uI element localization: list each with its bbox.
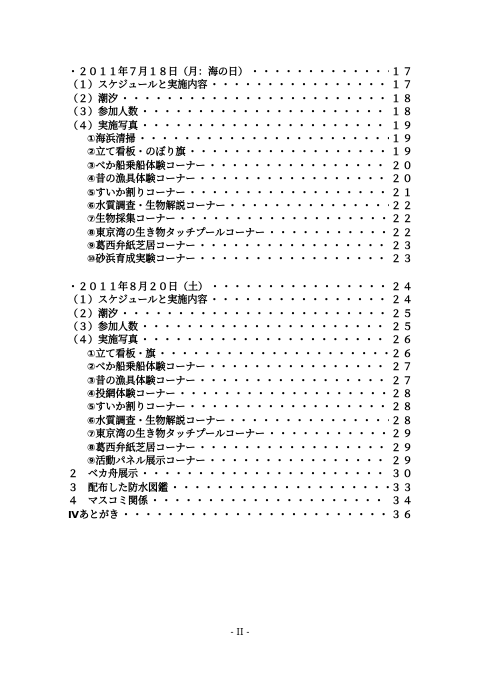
- toc-entry-label: （２）潮汐: [68, 93, 118, 105]
- toc-dot-leader: [157, 348, 389, 361]
- toc-dot-leader: [140, 334, 389, 347]
- toc-dot-leader: [250, 66, 389, 79]
- toc-entry[interactable]: [68, 442, 414, 455]
- toc-dot-leader: [150, 495, 389, 508]
- toc-entry-label: （４）実施写真: [68, 335, 138, 347]
- toc-entry[interactable]: [68, 146, 414, 159]
- toc-dot-leader: [120, 308, 389, 321]
- section-gap: [68, 267, 414, 281]
- toc-entry-page: ２６: [391, 348, 414, 360]
- toc-entry-label: ・２０１１年７月１８日（月：海の日）: [68, 67, 248, 78]
- toc-entry[interactable]: [68, 213, 414, 226]
- toc-entry[interactable]: [68, 120, 414, 133]
- toc-entry-label: ①立て看板・旗: [87, 348, 156, 360]
- toc-dot-leader: [140, 321, 389, 334]
- toc-dot-leader: [137, 133, 389, 146]
- toc-entry[interactable]: [68, 361, 414, 374]
- toc-entry[interactable]: [68, 428, 414, 441]
- toc-entry-label: ④投網体験コーナー: [87, 388, 176, 400]
- toc-entry-label: ３ 配布した防水図鑑: [68, 482, 168, 494]
- toc-entry-label: （４）実施写真: [68, 120, 138, 132]
- toc-entry-page: ２９: [391, 429, 414, 441]
- toc-entry-label: ・２０１１年８月２０日（土）: [68, 281, 208, 293]
- toc-entry[interactable]: [68, 321, 414, 334]
- toc-entry[interactable]: [68, 253, 414, 266]
- toc-entry-page: ２４: [391, 281, 414, 293]
- toc-entry-page: １７: [391, 80, 414, 92]
- toc-entry-page: ２７: [391, 362, 414, 374]
- toc-entry[interactable]: [68, 495, 414, 508]
- toc-entry-label: （１）スケジュールと実施内容: [68, 295, 208, 307]
- toc-dot-leader: [209, 294, 389, 307]
- toc-entry-page: ２０: [391, 160, 414, 172]
- toc-entry[interactable]: [68, 79, 414, 92]
- toc-entry-page: ３４: [391, 496, 414, 508]
- toc-entry[interactable]: [68, 415, 414, 428]
- toc-entry[interactable]: [68, 401, 414, 414]
- toc-entry-label: ⑧東京湾の生き物タッチプールコーナー: [87, 227, 265, 239]
- toc-dot-leader: [267, 428, 389, 441]
- toc-dot-leader: [197, 375, 389, 388]
- toc-entry-label: ⑥水質調査・生物解説コーナー: [87, 415, 226, 427]
- toc-entry-label: （３）参加人数: [68, 322, 138, 334]
- toc-entry-page: ３０: [391, 469, 414, 481]
- toc-dot-leader: [170, 482, 389, 495]
- toc-entry-label: ⑤すいか割りコーナー: [87, 187, 186, 199]
- toc-entry[interactable]: [68, 187, 414, 200]
- toc-dot-leader: [207, 455, 389, 468]
- toc-entry-page: ２９: [391, 455, 414, 467]
- toc-entry[interactable]: [68, 375, 414, 388]
- toc-dot-leader: [121, 509, 389, 522]
- toc-entry[interactable]: [68, 93, 414, 106]
- toc-entry-label: ⑩砂浜育成実験コーナー: [87, 254, 196, 266]
- toc-dot-leader: [267, 227, 389, 240]
- toc-entry[interactable]: [68, 133, 414, 146]
- toc-entry[interactable]: [68, 240, 414, 253]
- toc-dot-leader: [187, 146, 389, 159]
- toc-entry-label: ①海浜清掃: [87, 133, 136, 145]
- toc-dot-leader: [187, 401, 389, 414]
- toc-entry-label: （２）潮汐: [68, 308, 118, 320]
- toc-entry-page: ２６: [391, 335, 414, 347]
- toc-entry-label: ⑨活動パネル展示コーナー: [87, 455, 206, 467]
- toc-dot-leader: [207, 361, 389, 374]
- toc-entry[interactable]: [68, 334, 414, 347]
- toc-entry-label: ⑥水質調査・生物解説コーナー: [87, 200, 226, 212]
- toc-dot-leader: [197, 253, 389, 266]
- toc-entry-label: Ⅳあとがき: [68, 509, 119, 521]
- toc-dot-leader: [197, 240, 389, 253]
- page-number: - II -: [230, 628, 250, 638]
- toc-entry-page: １７: [391, 67, 414, 78]
- toc-dot-leader: [140, 106, 389, 119]
- toc-entry-label: ⑦生物採集コーナー: [87, 214, 176, 226]
- toc-entry-page: ３３: [391, 482, 414, 494]
- toc-entry[interactable]: [68, 388, 414, 401]
- toc-entry-label: ⑦東京湾の生き物タッチプールコーナー: [87, 429, 265, 441]
- toc-entry-page: １９: [391, 133, 414, 145]
- toc-entry-page: ２８: [391, 415, 414, 427]
- toc-entry[interactable]: [68, 173, 414, 186]
- toc-entry[interactable]: [68, 509, 414, 522]
- toc-dot-leader: [140, 468, 389, 481]
- toc-entry[interactable]: [68, 200, 414, 213]
- toc-dot-leader: [120, 93, 389, 106]
- toc-entry[interactable]: [68, 455, 414, 468]
- toc-dot-leader: [227, 200, 389, 213]
- toc-entry-page: ２２: [391, 200, 414, 212]
- toc-entry-label: ②べか船乗船体験コーナー: [87, 362, 206, 374]
- toc-entry-page: ２９: [391, 442, 414, 454]
- toc-entry-label: ④昔の漁具体験コーナー: [87, 174, 196, 186]
- toc-entry-page: ２８: [391, 402, 414, 414]
- table-of-contents: [68, 66, 414, 522]
- toc-entry-label: （１）スケジュールと実施内容: [68, 80, 208, 92]
- toc-dot-leader: [177, 213, 389, 226]
- toc-dot-leader: [210, 281, 389, 294]
- toc-entry-page: ２１: [391, 187, 414, 199]
- toc-entry-page: ３６: [391, 509, 414, 521]
- toc-entry-label: ②立て看板・のぼり旗: [87, 147, 186, 159]
- toc-entry-page: ２２: [391, 227, 414, 239]
- toc-entry[interactable]: [68, 227, 414, 240]
- toc-entry-page: ２４: [391, 295, 414, 307]
- toc-entry-label: ⑧葛西弁紙芝居コーナー: [87, 442, 196, 454]
- toc-dot-leader: [187, 187, 389, 200]
- toc-entry-page: １９: [391, 120, 414, 132]
- toc-entry-page: ２２: [391, 214, 414, 226]
- toc-entry[interactable]: [68, 294, 414, 307]
- toc-entry-page: １８: [391, 93, 414, 105]
- toc-entry[interactable]: [68, 66, 414, 79]
- toc-entry-page: １８: [391, 107, 414, 119]
- toc-entry-label: ⑨葛西弁紙芝居コーナー: [87, 241, 196, 253]
- toc-entry-label: ４ マスコミ関係: [68, 496, 148, 508]
- toc-entry-label: ③べか船乗船体験コーナー: [87, 160, 206, 172]
- toc-entry-label: ２ ベカ舟展示: [68, 469, 138, 481]
- toc-dot-leader: [197, 173, 389, 186]
- toc-entry[interactable]: [68, 281, 414, 294]
- toc-entry-page: ２３: [391, 254, 414, 266]
- toc-entry-page: ２７: [391, 375, 414, 387]
- toc-dot-leader: [140, 120, 389, 133]
- toc-dot-leader: [197, 442, 389, 455]
- toc-dot-leader: [177, 388, 389, 401]
- toc-entry[interactable]: [68, 348, 414, 361]
- toc-dot-leader: [227, 415, 389, 428]
- toc-entry-page: １９: [391, 147, 414, 159]
- toc-dot-leader: [209, 79, 389, 92]
- toc-entry-label: ③昔の漁具体験コーナー: [87, 375, 196, 387]
- toc-entry[interactable]: [68, 106, 414, 119]
- toc-entry-page: ２５: [391, 322, 414, 334]
- toc-entry-page: ２３: [391, 241, 414, 253]
- toc-entry-page: ２５: [391, 308, 414, 320]
- toc-entry-page: ２８: [391, 388, 414, 400]
- toc-entry-label: （３）参加人数: [68, 107, 138, 119]
- toc-entry[interactable]: [68, 160, 414, 173]
- toc-dot-leader: [207, 160, 389, 173]
- toc-entry[interactable]: [68, 482, 414, 495]
- toc-entry[interactable]: [68, 468, 414, 481]
- toc-entry-page: ２０: [391, 174, 414, 186]
- toc-entry-label: ⑤すいか割りコーナー: [87, 402, 186, 414]
- toc-entry[interactable]: [68, 308, 414, 321]
